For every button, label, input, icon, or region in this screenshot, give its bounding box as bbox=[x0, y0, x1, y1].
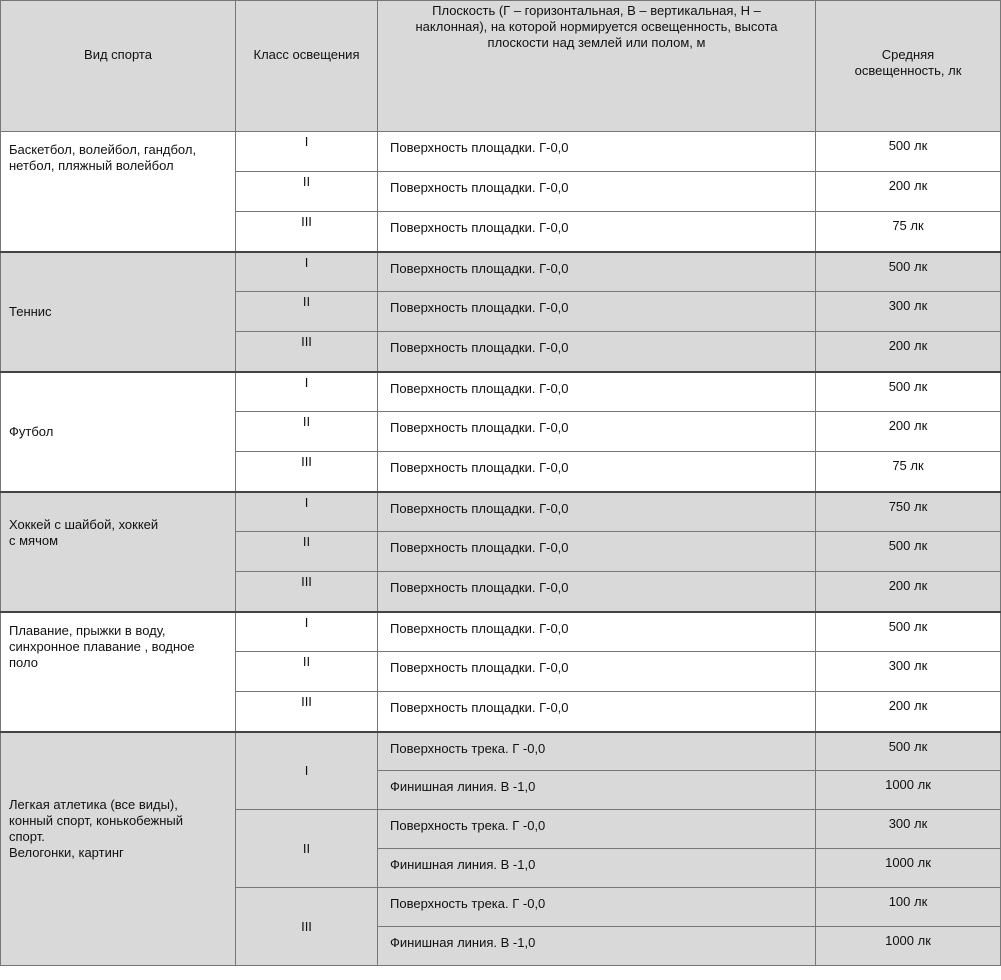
table-row bbox=[1, 372, 1001, 412]
sport-name-line: Баскетбол, волейбол, гандбол, bbox=[9, 142, 197, 157]
class-cell: III bbox=[236, 452, 378, 492]
sport-name-line: спорт. bbox=[9, 828, 45, 844]
table-row bbox=[1, 492, 1001, 532]
plane-cell: Поверхность трека. Г -0,0 bbox=[378, 888, 816, 927]
plane-cell: Поверхность площадки. Г-0,0 bbox=[378, 372, 816, 412]
header-sport: Вид спорта bbox=[1, 1, 236, 132]
table-row bbox=[1, 252, 1001, 292]
plane-cell: Финишная линия. В -1,0 bbox=[378, 849, 816, 888]
sport-cell bbox=[1, 372, 236, 492]
plane-cell: Поверхность площадки. Г-0,0 bbox=[378, 532, 816, 572]
header-class: Класс освещения bbox=[236, 1, 378, 132]
illuminance-cell: 1000 лк bbox=[816, 771, 1001, 810]
illuminance-cell: 500 лк bbox=[816, 372, 1001, 412]
class-cell: III bbox=[236, 692, 378, 732]
plane-cell: Поверхность трека. Г -0,0 bbox=[378, 732, 816, 771]
sport-name-line: синхронное плавание , водное bbox=[9, 638, 195, 654]
illuminance-cell: 200 лк bbox=[816, 172, 1001, 212]
plane-cell: Поверхность площадки. Г-0,0 bbox=[378, 452, 816, 492]
sport-name-line: нетбол, пляжный волейбол bbox=[9, 158, 174, 173]
illuminance-cell: 750 лк bbox=[816, 492, 1001, 532]
illuminance-cell: 75 лк bbox=[816, 452, 1001, 492]
header-plane-line: наклонная), на которой нормируется освещенность, высота bbox=[415, 19, 778, 34]
illuminance-cell: 1000 лк bbox=[816, 849, 1001, 888]
illuminance-cell: 500 лк bbox=[816, 532, 1001, 572]
illuminance-cell: 200 лк bbox=[816, 332, 1001, 372]
illuminance-cell: 300 лк bbox=[816, 652, 1001, 692]
class-cell: II bbox=[236, 810, 378, 888]
illuminance-cell: 500 лк bbox=[816, 132, 1001, 172]
illuminance-cell: 300 лк bbox=[816, 292, 1001, 332]
class-cell: II bbox=[236, 172, 378, 212]
illuminance-cell: 300 лк bbox=[816, 810, 1001, 849]
class-cell: III bbox=[236, 888, 378, 966]
sport-name-line: Хоккей с шайбой, хоккей bbox=[9, 516, 159, 532]
table-body bbox=[1, 132, 1001, 966]
illuminance-cell: 200 лк bbox=[816, 572, 1001, 612]
sport-cell bbox=[1, 252, 236, 372]
plane-cell: Поверхность площадки. Г-0,0 bbox=[378, 412, 816, 452]
sport-name-line: конный спорт, конькобежный bbox=[9, 812, 184, 828]
class-cell: I bbox=[236, 372, 378, 412]
plane-cell: Поверхность площадки. Г-0,0 bbox=[378, 212, 816, 252]
plane-cell: Поверхность площадки. Г-0,0 bbox=[378, 652, 816, 692]
sport-name-line: с мячом bbox=[9, 532, 59, 548]
plane-cell: Поверхность площадки. Г-0,0 bbox=[378, 332, 816, 372]
table-row bbox=[1, 732, 1001, 771]
class-cell: II bbox=[236, 652, 378, 692]
illuminance-cell: 500 лк bbox=[816, 252, 1001, 292]
sport-cell bbox=[1, 612, 236, 732]
class-cell: I bbox=[236, 732, 378, 810]
class-cell: II bbox=[236, 292, 378, 332]
illuminance-cell: 1000 лк bbox=[816, 927, 1001, 966]
sport-name-line: Футбол bbox=[9, 423, 54, 439]
header-illuminance bbox=[816, 1, 1001, 132]
illuminance-cell: 200 лк bbox=[816, 412, 1001, 452]
plane-cell: Поверхность площадки. Г-0,0 bbox=[378, 252, 816, 292]
plane-cell: Поверхность площадки. Г-0,0 bbox=[378, 572, 816, 612]
header-plane bbox=[378, 1, 816, 132]
header-illum-line: Средняя bbox=[881, 47, 935, 62]
illuminance-cell: 200 лк bbox=[816, 692, 1001, 732]
illuminance-cell: 75 лк bbox=[816, 212, 1001, 252]
illuminance-cell: 100 лк bbox=[816, 888, 1001, 927]
header-illum-line: освещенность, лк bbox=[854, 63, 962, 78]
class-cell: III bbox=[236, 572, 378, 612]
sport-name-line: Велогонки, картинг bbox=[9, 844, 124, 860]
plane-cell: Поверхность площадки. Г-0,0 bbox=[378, 132, 816, 172]
class-cell: I bbox=[236, 252, 378, 292]
plane-cell: Финишная линия. В -1,0 bbox=[378, 771, 816, 810]
class-cell: II bbox=[236, 532, 378, 572]
sport-cell bbox=[1, 132, 236, 252]
class-cell: II bbox=[236, 412, 378, 452]
plane-cell: Поверхность площадки. Г-0,0 bbox=[378, 172, 816, 212]
sport-cell bbox=[1, 492, 236, 612]
sport-name-line: Теннис bbox=[9, 303, 52, 319]
sport-name-line: Легкая атлетика (все виды), bbox=[9, 796, 178, 812]
sport-name-line: поло bbox=[9, 654, 38, 670]
class-cell: I bbox=[236, 492, 378, 532]
plane-cell: Поверхность площадки. Г-0,0 bbox=[378, 612, 816, 652]
class-cell: I bbox=[236, 612, 378, 652]
header-plane-line: Плоскость (Г – горизонтальная, В – вертикальная, Н – bbox=[432, 3, 761, 18]
plane-cell: Финишная линия. В -1,0 bbox=[378, 927, 816, 966]
table-row bbox=[1, 612, 1001, 652]
plane-cell: Поверхность трека. Г -0,0 bbox=[378, 810, 816, 849]
class-cell: III bbox=[236, 212, 378, 252]
table-row bbox=[1, 132, 1001, 172]
sport-name-line: Плавание, прыжки в воду, bbox=[9, 622, 166, 638]
class-cell: III bbox=[236, 332, 378, 372]
plane-cell: Поверхность площадки. Г-0,0 bbox=[378, 492, 816, 532]
plane-cell: Поверхность площадки. Г-0,0 bbox=[378, 292, 816, 332]
illuminance-cell: 500 лк bbox=[816, 732, 1001, 771]
plane-cell: Поверхность площадки. Г-0,0 bbox=[378, 692, 816, 732]
illuminance-cell: 500 лк bbox=[816, 612, 1001, 652]
class-cell: I bbox=[236, 132, 378, 172]
table-header-row bbox=[1, 1, 1001, 132]
header-plane-line: плоскости над землей или полом, м bbox=[487, 35, 706, 50]
sport-cell bbox=[1, 732, 236, 966]
